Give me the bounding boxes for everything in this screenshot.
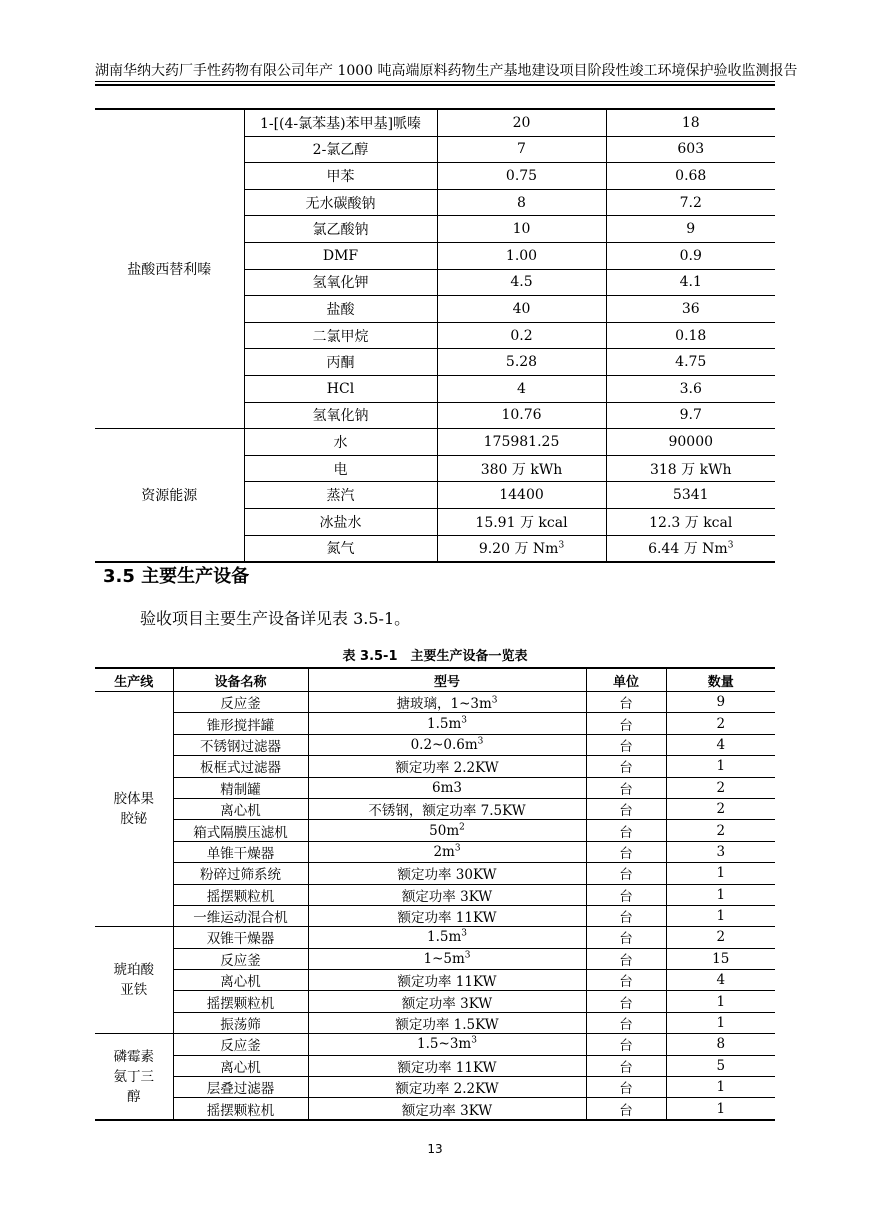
quantity-cell: 1 (666, 1098, 775, 1120)
value-cell: 14400 (437, 482, 606, 509)
value-cell: 0.68 (606, 163, 775, 190)
unit-cell: 台 (586, 692, 666, 713)
item-name: 丙酮 (244, 349, 437, 376)
item-name: 氢氧化钠 (244, 402, 437, 429)
equipment-name: 双锥干燥器 (173, 927, 308, 948)
quantity-cell: 2 (666, 777, 775, 798)
section-paragraph: 验收项目主要生产设备详见表 3.5-1。 (140, 609, 411, 628)
value-cell: 5341 (606, 482, 775, 509)
model-cell (308, 820, 586, 841)
header-rule-thick (95, 84, 775, 86)
cell-text: 1.5m (426, 715, 462, 732)
superscript: 3 (491, 695, 498, 706)
table-row (95, 948, 775, 969)
equipment-name: 离心机 (173, 970, 308, 991)
unit-cell: 台 (586, 798, 666, 819)
unit-cell: 台 (586, 713, 666, 734)
item-name: 氯乙酸钠 (244, 216, 437, 243)
quantity-cell: 8 (666, 1034, 775, 1055)
value-cell: 40 (437, 296, 606, 323)
quantity-cell: 1 (666, 756, 775, 777)
model-cell: 不锈钢，额定功率 7.5KW (308, 798, 586, 819)
equipment-name: 反应釜 (173, 948, 308, 969)
materials-table (95, 108, 775, 563)
value-cell: 4.1 (606, 269, 775, 296)
unit-cell: 台 (586, 820, 666, 841)
cell-text: 1~5m (423, 950, 465, 967)
production-line (95, 927, 173, 1034)
table-row (95, 820, 775, 841)
quantity-cell: 4 (666, 734, 775, 755)
quantity-cell: 1 (666, 884, 775, 905)
production-line-text: 氨丁三 (113, 1068, 154, 1085)
table-row (95, 1055, 775, 1076)
quantity-cell: 5 (666, 1055, 775, 1076)
quantity-cell: 15 (666, 948, 775, 969)
table-row (95, 692, 775, 713)
item-name: HCl (244, 375, 437, 402)
equipment-name: 精制罐 (173, 777, 308, 798)
unit-cell: 台 (586, 841, 666, 862)
unit-cell: 台 (586, 884, 666, 905)
table-row (95, 970, 775, 991)
unit-cell: 台 (586, 1098, 666, 1120)
item-name: DMF (244, 242, 437, 269)
unit-cell: 台 (586, 777, 666, 798)
value-cell: 318 万 kWh (606, 455, 775, 482)
production-line-text: 醇 (127, 1088, 141, 1105)
unit-cell: 台 (586, 970, 666, 991)
model-cell: 额定功率 11KW (308, 905, 586, 926)
quantity-cell: 1 (666, 1077, 775, 1098)
cell-text: 1.5~3m (417, 1036, 472, 1053)
model-cell (308, 1034, 586, 1055)
quantity-cell: 1 (666, 905, 775, 926)
group-name: 资源能源 (95, 429, 244, 562)
unit-cell: 台 (586, 948, 666, 969)
unit-cell: 台 (586, 927, 666, 948)
model-cell: 额定功率 11KW (308, 1055, 586, 1076)
header-rule (95, 81, 775, 82)
table-row (95, 991, 775, 1012)
model-cell: 额定功率 2.2KW (308, 756, 586, 777)
quantity-cell: 1 (666, 863, 775, 884)
equipment-name: 摇摆颗粒机 (173, 1098, 308, 1120)
value-cell: 9 (606, 216, 775, 243)
equipment-name: 锥形搅拌罐 (173, 713, 308, 734)
value-cell: 20 (437, 109, 606, 136)
cell-text: 6.44 万 Nm (648, 541, 728, 558)
table-row (95, 777, 775, 798)
value-cell: 0.18 (606, 322, 775, 349)
model-cell: 额定功率 2.2KW (308, 1077, 586, 1098)
unit-cell: 台 (586, 1055, 666, 1076)
table-row (95, 1012, 775, 1033)
unit-cell: 台 (586, 1012, 666, 1033)
unit-cell: 台 (586, 905, 666, 926)
table-row (95, 429, 775, 456)
quantity-cell: 2 (666, 798, 775, 819)
item-name: 盐酸 (244, 296, 437, 323)
value-cell: 175981.25 (437, 429, 606, 456)
superscript: 3 (461, 715, 467, 726)
value-cell: 380 万 kWh (437, 455, 606, 482)
superscript: 3 (558, 540, 565, 551)
unit-cell: 台 (586, 734, 666, 755)
equipment-name: 一维运动混合机 (173, 905, 308, 926)
value-cell: 15.91 万 kcal (437, 508, 606, 535)
equipment-name: 摇摆颗粒机 (173, 884, 308, 905)
model-cell: 6m3 (308, 777, 586, 798)
header-quantity: 数量 (666, 668, 775, 692)
unit-cell: 台 (586, 1077, 666, 1098)
equipment-name: 单锥干燥器 (173, 841, 308, 862)
superscript: 3 (471, 1035, 477, 1046)
quantity-cell: 9 (666, 692, 775, 713)
model-cell (308, 734, 586, 755)
model-cell (308, 692, 586, 713)
superscript: 3 (454, 843, 461, 854)
header-equipment-name: 设备名称 (173, 668, 308, 692)
cell-text: 9.20 万 Nm (478, 541, 559, 558)
table-row (95, 884, 775, 905)
equipment-name: 反应釜 (173, 1034, 308, 1055)
section-title: 3.5 主要生产设备 (103, 566, 250, 587)
item-name: 无水碳酸钠 (244, 189, 437, 216)
item-name: 甲苯 (244, 163, 437, 190)
cell-text: 搪玻璃，1~3m (396, 696, 492, 713)
equipment-name: 箱式隔膜压滤机 (173, 820, 308, 841)
item-name: 2-氯乙醇 (244, 136, 437, 163)
value-cell: 12.3 万 kcal (606, 508, 775, 535)
value-cell: 36 (606, 296, 775, 323)
superscript: 3 (727, 540, 734, 551)
equipment-name: 摇摆颗粒机 (173, 991, 308, 1012)
table-row (95, 863, 775, 884)
table-row (95, 905, 775, 926)
production-line-text: 磷霉素 (113, 1048, 154, 1065)
value-cell: 4.5 (437, 269, 606, 296)
equipment-name: 反应釜 (173, 692, 308, 713)
model-cell: 额定功率 3KW (308, 884, 586, 905)
production-line (95, 1034, 173, 1120)
equipment-name: 振荡筛 (173, 1012, 308, 1033)
value-cell: 7 (437, 136, 606, 163)
quantity-cell: 2 (666, 927, 775, 948)
unit-cell: 台 (586, 756, 666, 777)
superscript: 3 (464, 950, 471, 961)
item-name: 蒸汽 (244, 482, 437, 509)
value-cell: 4.75 (606, 349, 775, 376)
table-caption: 表 3.5-1 主要生产设备一览表 (342, 649, 528, 664)
equipment-name: 离心机 (173, 798, 308, 819)
production-line-text: 胶铋 (120, 811, 148, 828)
model-cell (308, 948, 586, 969)
equipment-name: 层叠过滤器 (173, 1077, 308, 1098)
model-cell (308, 927, 586, 948)
item-name: 电 (244, 455, 437, 482)
header-unit: 单位 (586, 668, 666, 692)
model-cell (308, 713, 586, 734)
header-model: 型号 (308, 668, 586, 692)
table-row (95, 1034, 775, 1055)
value-cell: 90000 (606, 429, 775, 456)
cell-text: 0.2~0.6m (410, 736, 478, 753)
quantity-cell: 2 (666, 820, 775, 841)
superscript: 3 (477, 736, 484, 747)
model-cell: 额定功率 1.5KW (308, 1012, 586, 1033)
production-line-text: 胶体果 (113, 791, 154, 808)
equipment-name: 不锈钢过滤器 (173, 734, 308, 755)
item-name: 冰盐水 (244, 508, 437, 535)
table-row (95, 1098, 775, 1120)
quantity-cell: 4 (666, 970, 775, 991)
value-cell: 5.28 (437, 349, 606, 376)
value-cell: 9.7 (606, 402, 775, 429)
equipment-table (95, 667, 775, 1121)
equipment-name: 粉碎过筛系统 (173, 863, 308, 884)
unit-cell: 台 (586, 863, 666, 884)
model-cell (308, 841, 586, 862)
value-cell: 8 (437, 189, 606, 216)
cell-text: 50m (429, 822, 460, 839)
table-header-row (95, 668, 775, 692)
superscript: 2 (459, 822, 465, 833)
item-name: 1-[(4-氯苯基)苯甲基]哌嗪 (244, 109, 437, 136)
quantity-cell: 2 (666, 713, 775, 734)
quantity-cell: 1 (666, 991, 775, 1012)
item-name: 氢氧化钾 (244, 269, 437, 296)
item-name: 氮气 (244, 535, 437, 562)
production-line (95, 692, 173, 927)
table-row (95, 756, 775, 777)
item-name: 二氯甲烷 (244, 322, 437, 349)
model-cell: 额定功率 30KW (308, 863, 586, 884)
cell-text: 1.5m (426, 929, 462, 946)
group-name: 盐酸西替利嗪 (95, 109, 244, 429)
equipment-name: 板框式过滤器 (173, 756, 308, 777)
value-cell: 603 (606, 136, 775, 163)
value-cell: 10.76 (437, 402, 606, 429)
table-row (95, 109, 775, 136)
item-name: 水 (244, 429, 437, 456)
value-cell: 10 (437, 216, 606, 243)
table-row (95, 927, 775, 948)
value-cell (437, 535, 606, 562)
page-number: 13 (427, 1142, 443, 1156)
quantity-cell: 1 (666, 1012, 775, 1033)
value-cell (606, 535, 775, 562)
quantity-cell: 3 (666, 841, 775, 862)
table-row (95, 713, 775, 734)
production-line-text: 琥珀酸 (113, 962, 154, 979)
value-cell: 18 (606, 109, 775, 136)
model-cell: 额定功率 3KW (308, 991, 586, 1012)
model-cell: 额定功率 3KW (308, 1098, 586, 1120)
value-cell: 1.00 (437, 242, 606, 269)
superscript: 3 (461, 928, 467, 939)
cell-text: 2m (433, 843, 455, 860)
value-cell: 0.2 (437, 322, 606, 349)
value-cell: 4 (437, 375, 606, 402)
value-cell: 7.2 (606, 189, 775, 216)
model-cell: 额定功率 11KW (308, 970, 586, 991)
page-header: 湖南华纳大药厂手性药物有限公司年产 1000 吨高端原料药物生产基地建设项目阶段性竣工环境保护验收监测报告 (95, 63, 798, 79)
unit-cell: 台 (586, 1034, 666, 1055)
value-cell: 0.75 (437, 163, 606, 190)
table-row (95, 734, 775, 755)
table-row (95, 841, 775, 862)
value-cell: 0.9 (606, 242, 775, 269)
unit-cell: 台 (586, 991, 666, 1012)
equipment-name: 离心机 (173, 1055, 308, 1076)
production-line-text: 亚铁 (120, 982, 148, 999)
table-row (95, 1077, 775, 1098)
table-row (95, 798, 775, 819)
header-line: 生产线 (95, 668, 173, 692)
value-cell: 3.6 (606, 375, 775, 402)
